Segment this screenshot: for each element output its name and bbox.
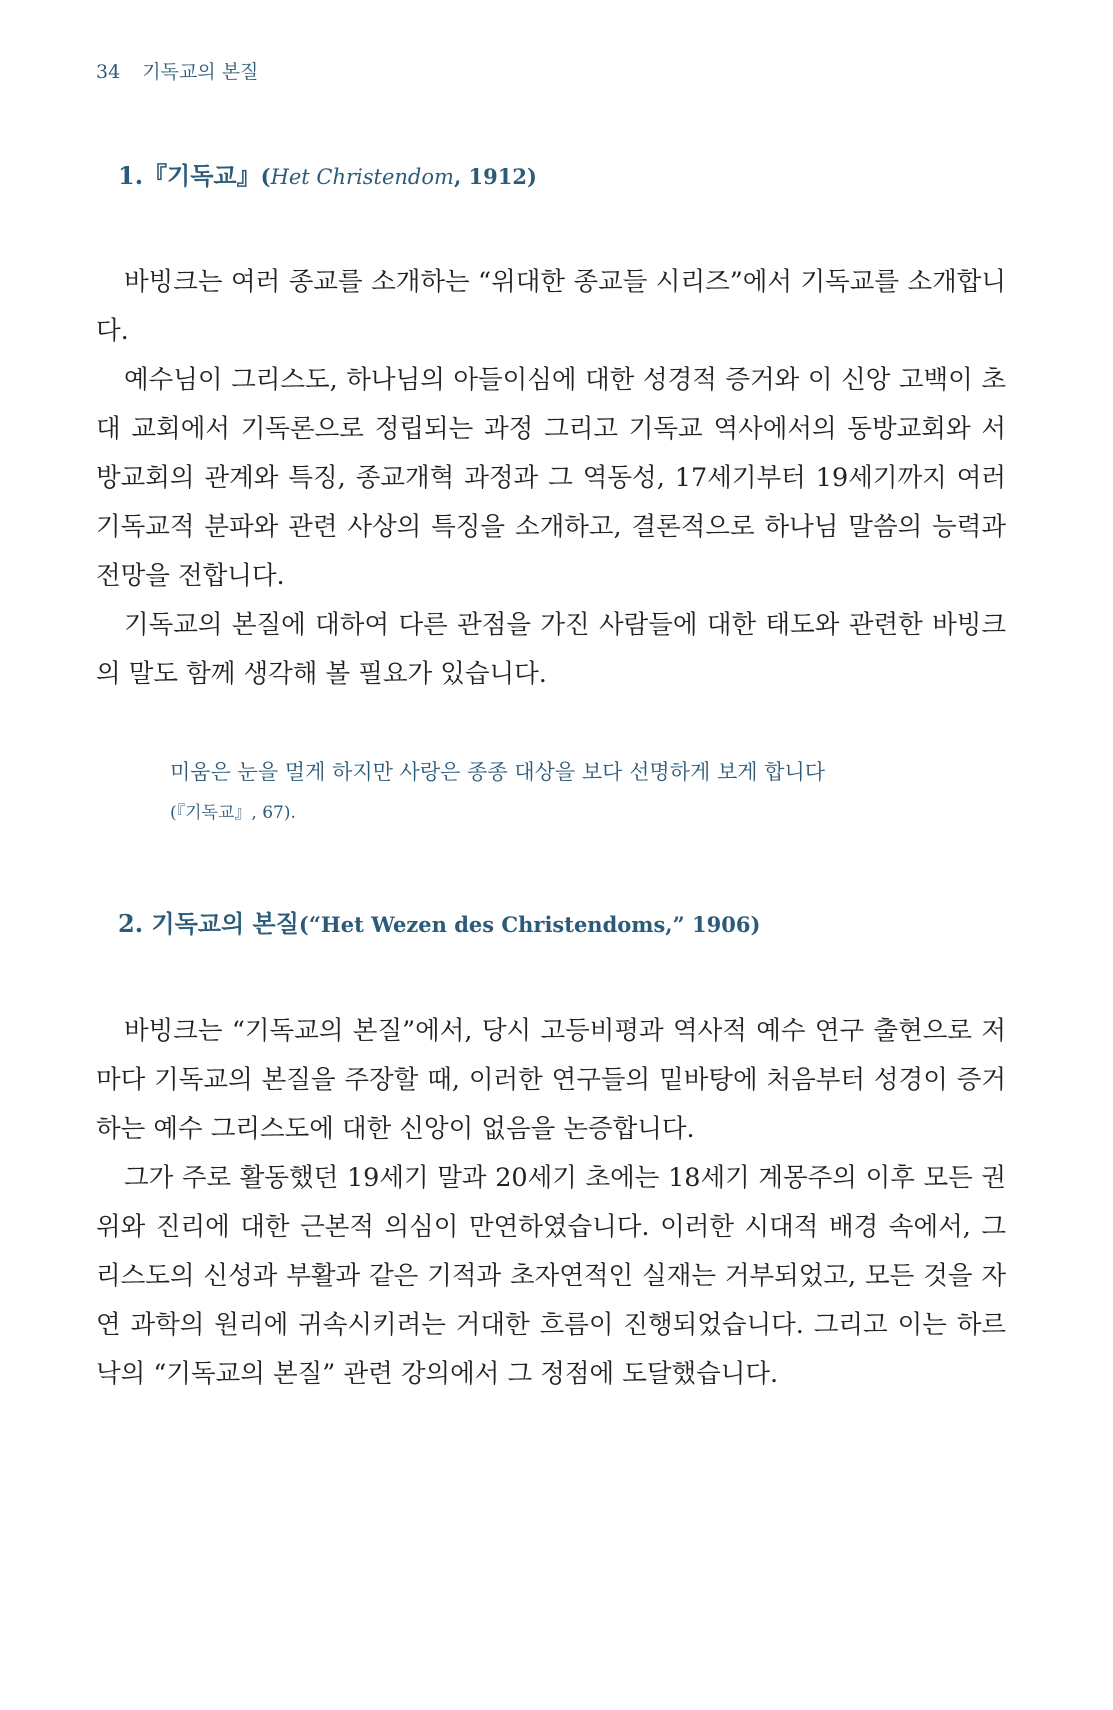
paragraph: 예수님이 그리스도, 하나님의 아들이심에 대한 성경적 증거와 이 신앙 고백이 초대 교회에서 기독론으로 정립되는 과정 그리고 기독교 역사에서의 동방교회와 서방교회의 관계와 특징, 종교개혁 과정과 그 역동성, 17세기부터 19세기까지 여러 기독교적 분파와 관련 사상의 특징을 소개하고, 결론적으로 하나님 말씀의 능력과 전망을 전합니다. [96, 365, 1006, 591]
section-2-heading [118, 908, 760, 941]
section-1-title: 『기독교』 [143, 161, 261, 190]
paragraph: 그가 주로 활동했던 19세기 말과 20세기 초에는 18세기 계몽주의 이후 모든 권위와 진리에 대한 근본적 의심이 만연하였습니다. 이러한 시대적 배경 속에서, 그리스도의 신성과 부활과 같은 기적과 초자연적인 실재는 거부되었고, 모든 것을 자연 과학의 원리에 귀속시키려는 거대한 흐름이 진행되었습니다. 그리고 이는 하르낙의 “기독교의 본질” 관련 강의에서 그 정점에 도달했습니다. [96, 1163, 1006, 1389]
section-1-number: 1. [118, 161, 144, 190]
paragraph: 바빙크는 “기독교의 본질”에서, 당시 고등비평과 역사적 예수 연구 출현으로 저마다 기독교의 본질을 주장할 때, 이러한 연구들의 밑바탕에 처음부터 성경이 증거하는 예수 그리스도에 대한 신앙이 없음을 논증합니다. [96, 1016, 1006, 1144]
section-1-subtitle: (Het Christendom, 1912) [260, 164, 537, 189]
page-number: 34 [96, 61, 121, 83]
block-quote [170, 752, 990, 834]
paragraph: 바빙크는 여러 종교를 소개하는 “위대한 종교들 시리즈”에서 기독교를 소개합니다. [96, 267, 1006, 346]
running-book-title: 기독교의 본질 [142, 61, 259, 83]
quote-text: 미움은 눈을 멀게 하지만 사랑은 종종 대상을 보다 선명하게 보게 합니다 [170, 760, 826, 784]
running-header [96, 60, 258, 84]
section-1-heading [118, 160, 537, 193]
section-2-title: 기독교의 본질 [151, 909, 299, 938]
paragraph: 기독교의 본질에 대하여 다른 관점을 가진 사람들에 대한 태도와 관련한 바빙크의 말도 함께 생각해 볼 필요가 있습니다. [96, 610, 1006, 689]
section-2-number: 2. [118, 909, 144, 938]
section-2-subtitle: (“Het Wezen des Christendoms,” 1906) [298, 912, 761, 937]
quote-citation: (『기독교』, 67). [170, 803, 296, 823]
